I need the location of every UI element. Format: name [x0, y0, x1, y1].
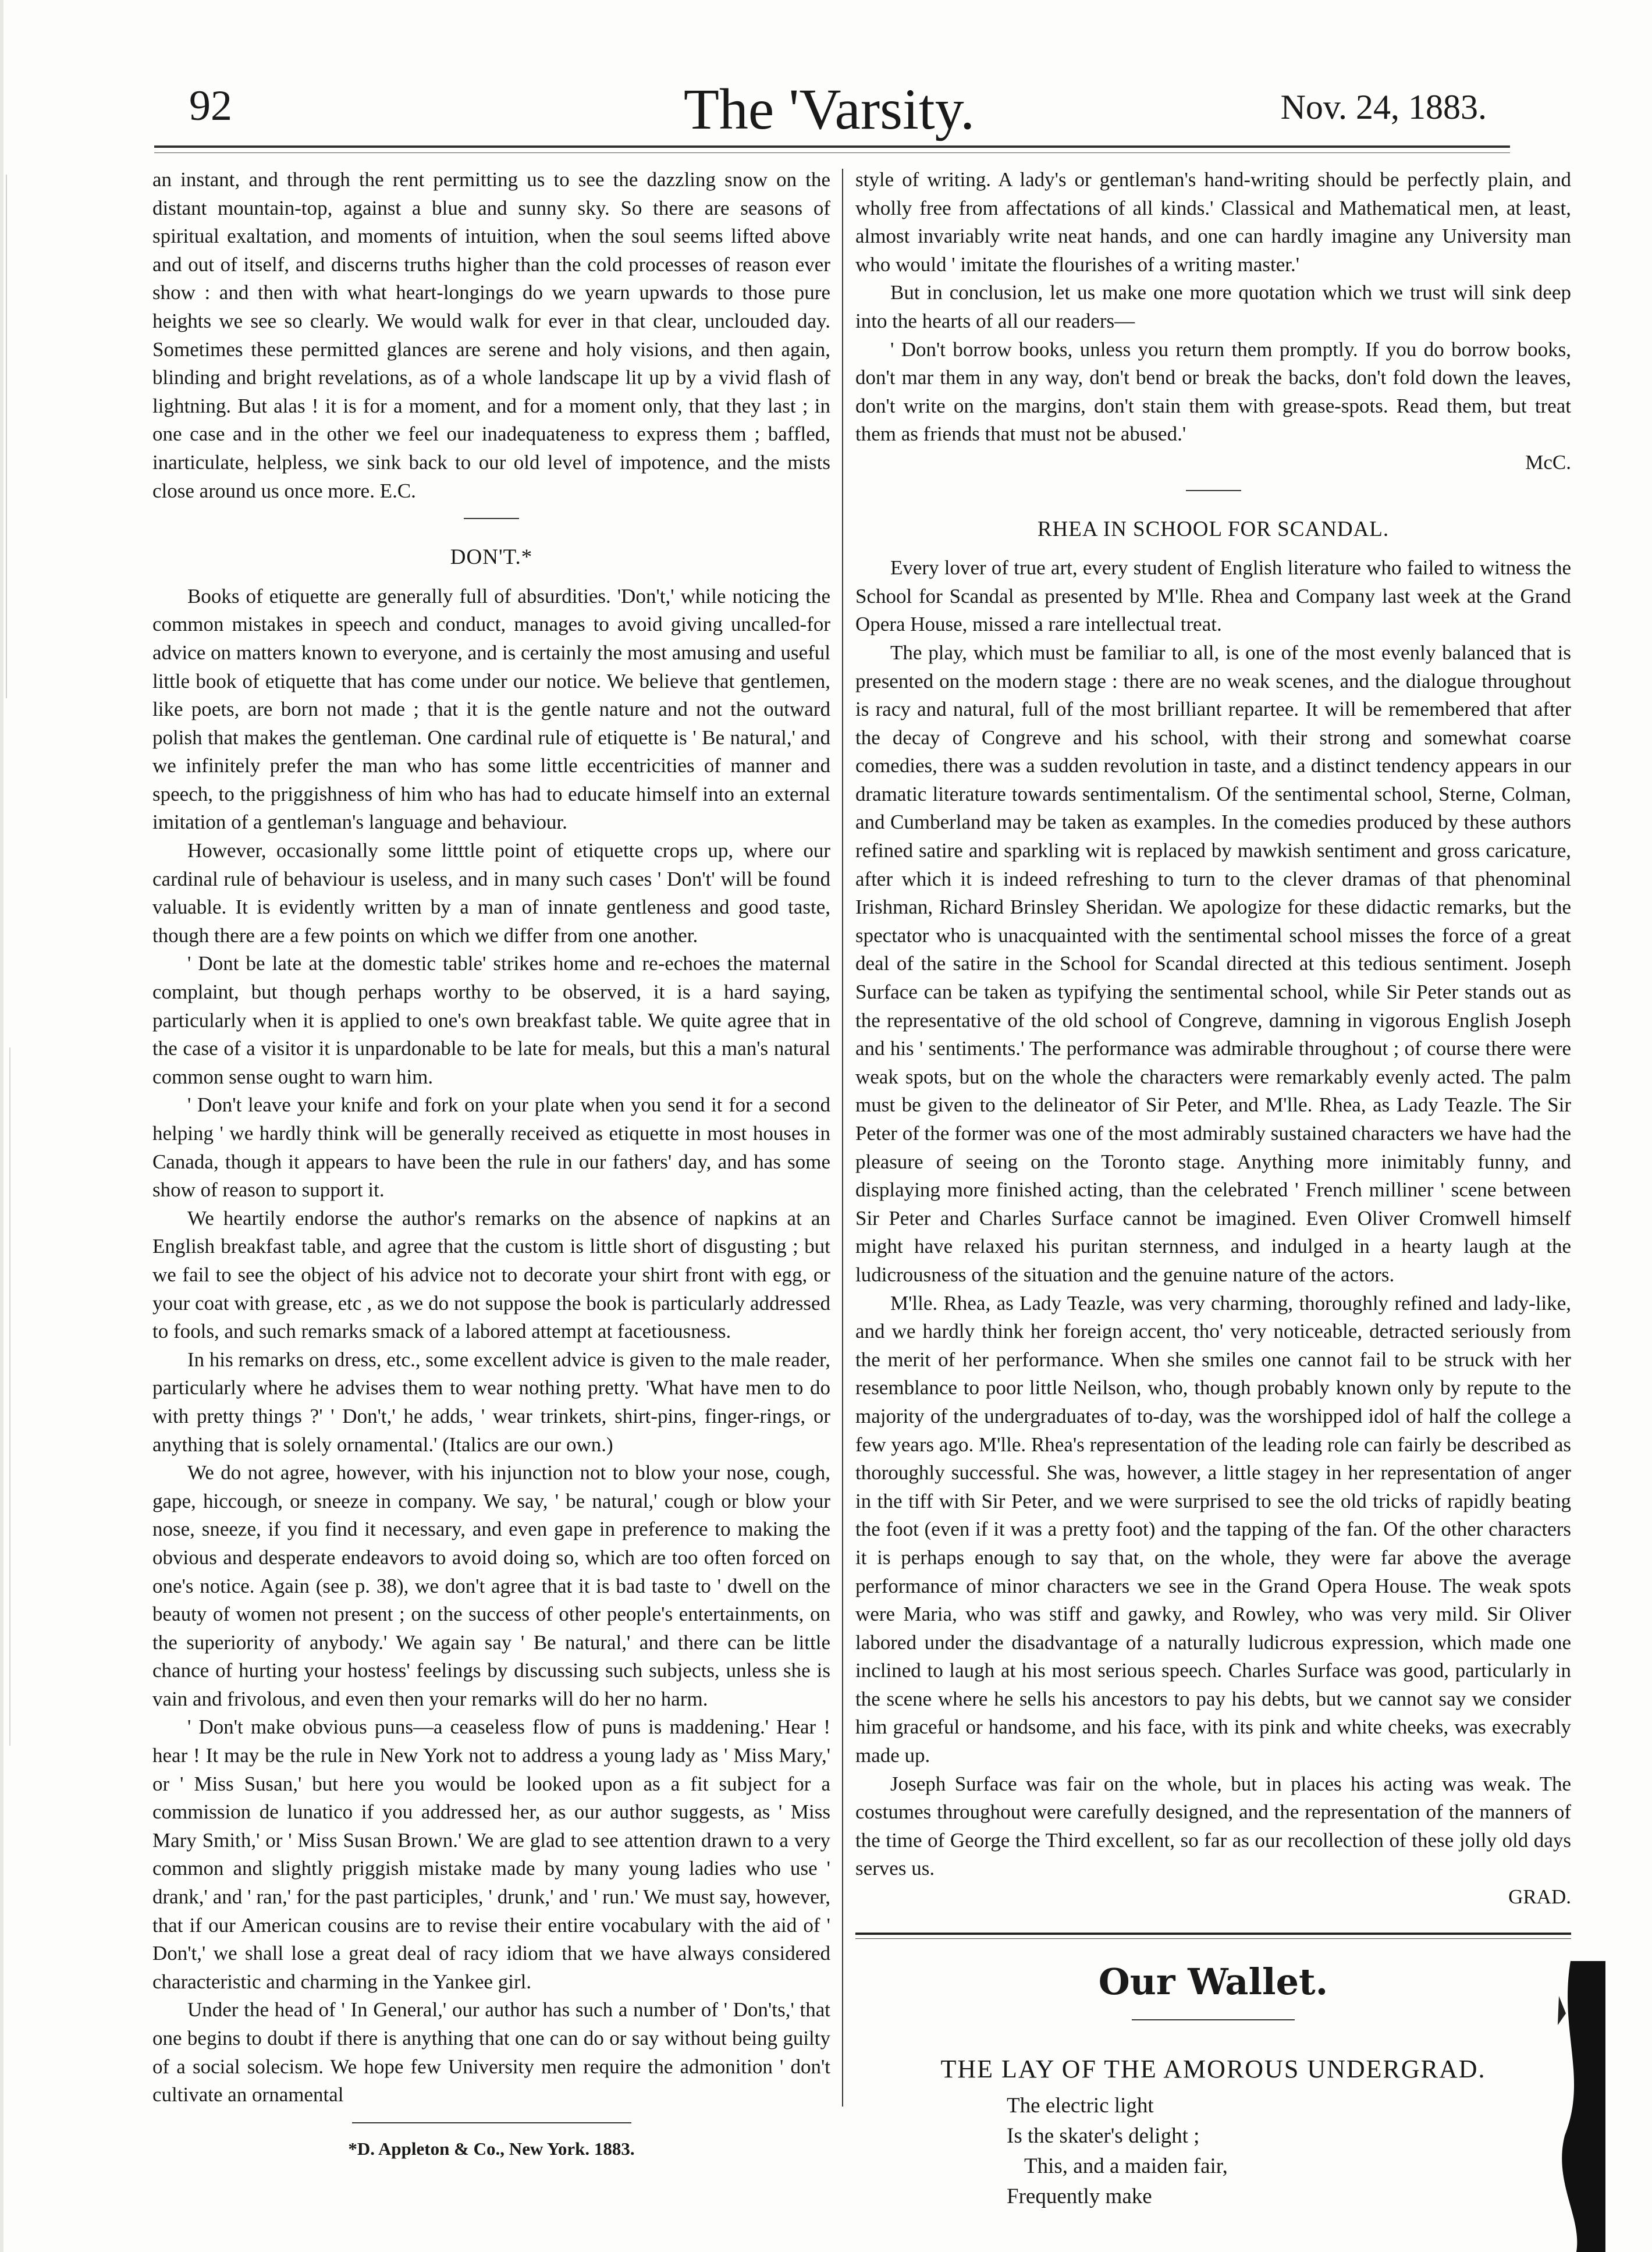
poem-line: Is the skater's delight ;	[1007, 2123, 1200, 2148]
wallet-rule	[1132, 2019, 1295, 2020]
dont-paragraph: In his remarks on dress, etc., some excellent advice is given to the male reader, particularly where he advises them to wear nothing pretty. 'What have men to do with pretty things ?' ' Don't,' he adds, ' wear trinkets, shirt-pins, finger-rings, or anything that is solely ornamental.' (Italics are our own.)	[152, 1348, 830, 1456]
right-column	[855, 166, 1571, 2212]
section-rule-heavy	[855, 1933, 1571, 1935]
dont-paragraph: Under the head of ' In General,' our author has such a number of ' Don'ts,' that one begins to doubt if there is anything that one can do or say without being guilty of a social solecism. We hope few University men require the admonition ' don't cultivate an ornamental	[152, 1998, 830, 2107]
rhea-paragraph: Every lover of true art, every student of English literature who failed to witness the School for Scandal as presented by M'lle. Rhea and Company last week at the Grand Opera House, missed a rare intellectual treat.	[855, 556, 1571, 636]
issue-date: Nov. 24, 1883.	[1280, 88, 1487, 126]
section-rule	[464, 518, 519, 519]
scan-edge-noise	[0, 0, 23, 2252]
quote-paragraph: ' Don't borrow books, unless you return them promptly. If you do borrow books, don't mar them in any way, don't bend or break the backs, don't fold down the leaves, don't write on the margins, don't stain them with grease-spots. Read them, but treat them as friends that must not be abused.'	[855, 338, 1571, 446]
rhea-paragraph: M'lle. Rhea, as Lady Teazle, was very charming, thoroughly refined and lady-like, and we hardly think her foreign accent, tho' very noticeable, detracted seriously from the merit of her performance. When she smiles one cannot fail to be struck with her resemblance to poor little Neilson, who, though probably known only by repute to the majority of the undergraduates of to-day, was the worshipped idol of half the college a few years ago. M'lle. Rhea's representation of the leading role can fairly be described as thoroughly successful. She was, however, a little stagey in her representation of anger in the tiff with Sir Peter, and we were surprised to see the old tricks of rapidly beating the foot (even if it was a pretty foot) and the tapping of the fan. Of the other characters it is perhaps enough to say that, on the whole, they were far above the average performance of minor characters we see in the Grand Opera House. The weak spots were Maria, who was stiff and gawky, and Rowley, who was very mild. Sir Oliver labored under the disadvantage of a naturally ludicrous expression, which made one inclined to laugh at his most serious speech. Charles Surface was good, particularly in the scene where he sells his ancestors to pay his debts, but we cannot say we consider him graceful or handsome, and his face, with its pink and white cheeks, was execrably made up.	[855, 1291, 1571, 1767]
dont-paragraph: However, occasionally some litttle point of etiquette crops up, where our cardinal rule of behaviour is useless, and in many such cases ' Don't' will be found valuable. It is evidently written by a man of innate gentleness and good taste, though there are a few points on which we differ from one another.	[152, 839, 830, 947]
poem-line: The electric light	[1007, 2093, 1154, 2118]
wallet-heading: Our Wallet.	[1098, 1960, 1328, 2003]
column-divider	[842, 169, 843, 2107]
poem-title: THE LAY OF THE AMOROUS UNDERGRAD.	[940, 2055, 1486, 2084]
poem	[1007, 2091, 1571, 2212]
poem-line: This, and a maiden fair,	[1024, 2154, 1228, 2178]
left-column	[152, 166, 830, 2163]
section-rule	[1186, 490, 1241, 491]
header-rule-thin	[154, 152, 1510, 153]
footnote-rule	[352, 2122, 631, 2123]
page-number: 92	[189, 82, 232, 130]
quote-signature: McC.	[1525, 450, 1571, 474]
rhea-heading: RHEA IN SCHOOL FOR SCANDAL.	[1037, 517, 1390, 541]
dont-paragraph: ' Dont be late at the domestic table' strikes home and re-echoes the maternal complaint, but though perhaps worthy to be observed, it is a hard saying, particularly when it is applied to one's own breakfast table. We quite agree that in the case of a visitor it is unpardonable to be late for meals, but this a man's natural common sense ought to warn him.	[152, 952, 830, 1088]
intro-paragraph: an instant, and through the rent permitting us to see the dazzling snow on the distant mountain-top, against a blue and sunny sky. So there are seasons of spiritual exaltation, and moments of intuition, when the soul seems lifted above and out of itself, and discerns truths higher than the cold processes of reason ever show : and then with what heart-longings do we yearn upwards to those pure heights we see so clearly. We would walk for ever in that clear, unclouded day. Sometimes these permitted glances are serene and holy visions, and then again, blinding and bright revelations, as of a whole landscape lit up by a vivid flash of lightning. But alas ! it is for a moment, and for a moment only, that they last ; in one case and in the other we feel our inadequateness to express them ; baffled, inarticulate, helpless, we sink back to our old level of impotence, and the mists close around us once more. E.C.	[152, 168, 830, 502]
dont-paragraph: ' Don't make obvious puns—a ceaseless flow of puns is maddening.' Hear ! hear ! It may be the rule in New York not to address a young lady as ' Miss Mary,' or ' Miss Susan,' but here you would be looked upon as a fit subject for a commission de lunatico if you addressed her, as our author suggests, as ' Miss Mary Smith,' or ' Miss Susan Brown.' We are glad to see attention drawn to a very common and slightly priggish mistake made by many young ladies who use ' drank,' and ' ran,' for the past participles, ' drunk,' and ' run.' We must say, however, that if our American cousins are to revise their entire vocabulary with the aid of ' Don't,' we shall lose a great deal of racy idiom that we have always considered characteristic and charming in the Yankee girl.	[152, 1715, 830, 1993]
dont-paragraph: We do not agree, however, with his injunction not to blow your nose, cough, gape, hiccough, or sneeze in company. We say, ' be natural,' cough or blow your nose, sneeze, if you find it necessary, and even gape in preference to making the obvious and desperate endeavors to avoid doing so, which are too often forced on one's notice. Again (see p. 38), we don't agree that it is bad taste to ' dwell on the beauty of women not present ; on the success of other people's entertainments, on the superiority of anybody.' We again say ' Be natural,' and there can be little chance of hurting your hostess' feelings by discussing such subjects, unless she is vain and frivolous, and even then your remarks will do her no harm.	[152, 1461, 830, 1710]
page-header	[154, 76, 1504, 140]
rhea-signature: GRAD.	[1508, 1885, 1571, 1909]
ink-smudge	[1536, 1961, 1605, 2252]
header-rule	[154, 145, 1510, 148]
dont-paragraph: Books of etiquette are generally full of absurdities. 'Don't,' while noticing the common mistakes in speech and conduct, manages to avoid giving uncalled-for advice on matters known to everyone, and is certainly the most amusing and useful little book of etiquette that has come under our notice. We believe that gentlemen, like poets, are born not made ; that it is the gentle nature and not the outward polish that makes the gentleman. One cardinal rule of etiquette is ' Be natural,' and we infinitely prefer the man who has some little eccentricities of manner and speech, to the priggishness of him who has had to educate himself into an external imitation of a gentleman's language and behaviour.	[152, 584, 830, 834]
poem-line: Frequently make	[1007, 2184, 1152, 2208]
conclusion-paragraph: But in conclusion, let us make one more quotation which we trust will sink deep into the hearts of all our readers—	[855, 281, 1571, 332]
masthead-title: The 'Varsity.	[683, 77, 975, 141]
rhea-paragraph: Joseph Surface was fair on the whole, but in places his acting was weak. The costumes throughout were carefully designed, and the representation of the manners of the time of George the Third excellent, so far as our recollection of these jolly old days serves us.	[855, 1772, 1571, 1880]
dont-heading: DON'T.*	[450, 545, 533, 570]
dont-paragraph: ' Don't leave your knife and fork on your plate when you send it for a second helping ' we hardly think will be generally received as etiquette in most houses in Canada, though it appears to have been the rule in our fathers' day, and has some show of reason to support it.	[152, 1093, 830, 1202]
dont-paragraph: We heartily endorse the author's remarks on the absence of napkins at an English breakfast table, and agree that the custom is little short of disgusting ; but we fail to see the object of his advice not to decorate your shirt front with egg, or your coat with grease, etc , as we do not suppose the book is particularly addressed to fools, and such remarks smack of a labored attempt at facetiousness.	[152, 1206, 830, 1343]
rhea-paragraph: The play, which must be familiar to all, is one of the most evenly balanced that is presented on the modern stage : there are no weak scenes, and the dialogue throughout is racy and natural, full of the most brilliant repartee. It will be remembered that after the decay of Congreve and his school, with their strong and somewhat coarse comedies, there was a sudden revolution in taste, and a distinct tendency appears in our dramatic literature towards sentimentalism. Of the sentimental school, Sterne, Colman, and Cumberland may be taken as examples. In the comedies produced by these authors refined satire and sparkling wit is replaced by mawkish sentiment and gross caricature, after which it is indeed refreshing to turn to the clever dramas of that phenominal Irishman, Richard Brinsley Sheridan. We apologize for these didactic remarks, but the spectator who is unacquainted with the sentimental school misses the force of a great deal of the satire in the School for Scandal directed at this tedious sentiment. Joseph Surface can be taken as typifying the sentimental school, while Sir Peter stands out as the representative of the old school of Congreve, damning in vigorous English Joseph and his ' sentiments.' The performance was admirable throughout ; of course there were weak spots, but on the whole the characters were remarkably evenly acted. The palm must be given to the delineator of Sir Peter, and M'lle. Rhea, as Lady Teazle. The Sir Peter of the former was one of the most admirably sustained characters we have had the pleasure of seeing on the Toronto stage. Anything more inimitably funny, and displaying more finished acting, than the celebrated ' French milliner ' scene between Sir Peter and Charles Surface cannot be imagined. Even Oliver Cromwell himself might have relaxed his puritan sternness, and indulged in a hearty laugh at the ludicrousness of the situation and the genuine nature of the actors.	[855, 641, 1571, 1286]
section-rule-light	[855, 1938, 1571, 1939]
footnote: *D. Appleton & Co., New York. 1883.	[348, 2138, 635, 2159]
continuation-paragraph: style of writing. A lady's or gentleman's hand-writing should be perfectly plain, and wholly free from affectations of all kinds.' Classical and Mathematical men, at least, almost invariably write neat hands, and one can hardly imagine any University man who would ' imitate the flourishes of a writing master.'	[855, 168, 1571, 276]
